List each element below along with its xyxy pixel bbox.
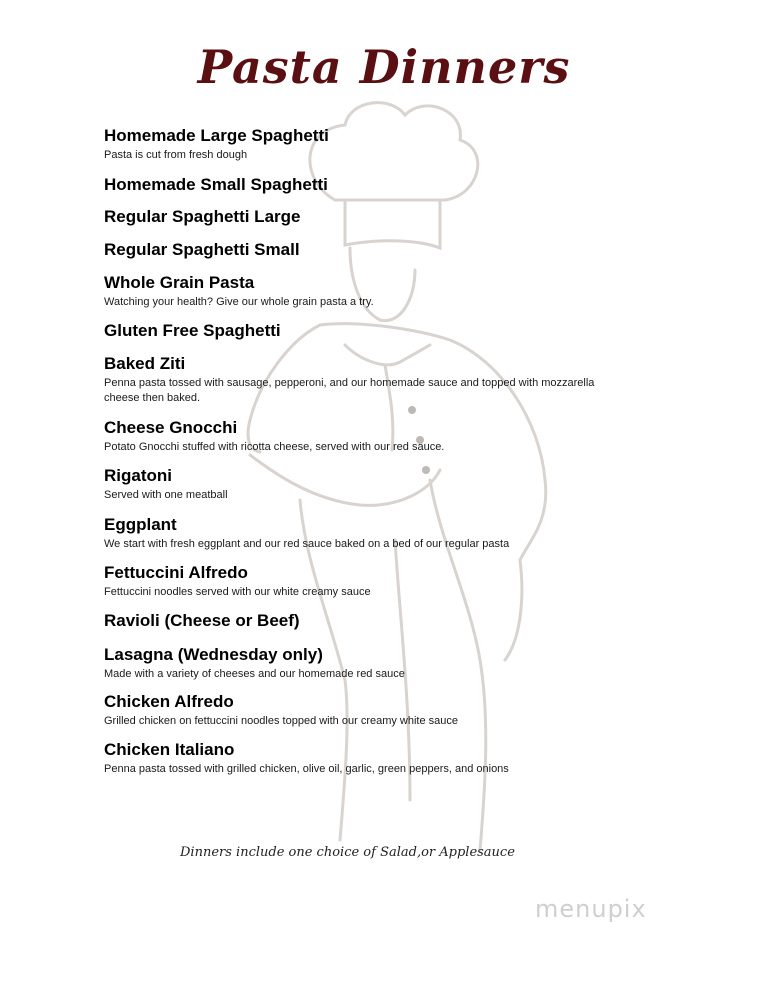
menu-item-name: Homemade Large Spaghetti xyxy=(104,126,329,145)
menu-item-name: Whole Grain Pasta xyxy=(104,273,255,292)
page-title: Pasta Dinners xyxy=(197,40,571,94)
menu-item xyxy=(104,175,328,195)
menu-item-name: Rigatoni xyxy=(104,466,172,485)
menu-item-description: Pasta is cut from fresh dough xyxy=(104,149,248,161)
menu-item xyxy=(104,207,300,227)
menu-item xyxy=(104,321,281,341)
menu-item-name: Eggplant xyxy=(104,515,177,534)
menu-item xyxy=(104,240,300,260)
menu-item-name: Regular Spaghetti Small xyxy=(104,240,300,259)
menu-item-description: We start with fresh eggplant and our red sauce baked on a bed of our regular pasta xyxy=(104,538,510,550)
menu-item-name: Fettuccini Alfredo xyxy=(104,563,248,582)
menu-item-name: Gluten Free Spaghetti xyxy=(104,321,281,340)
dinner-includes-note: Dinners include one choice of Salad,or Applesauce xyxy=(180,845,515,860)
menu-item-name: Homemade Small Spaghetti xyxy=(104,175,328,194)
menu-item-name: Baked Ziti xyxy=(104,354,186,373)
menu-item-name: Lasagna (Wednesday only) xyxy=(104,645,323,664)
watermark: menupix xyxy=(535,895,647,923)
menu-item xyxy=(104,418,624,455)
menu-item xyxy=(104,563,624,600)
menu-item xyxy=(104,515,624,552)
menu-item-description: Potato Gnocchi stuffed with ricotta cheese, served with our red sauce. xyxy=(104,441,445,453)
menu-item xyxy=(104,273,624,310)
menu-item-description: Served with one meatball xyxy=(104,489,228,501)
menu-item-description: Penna pasta tossed with grilled chicken, olive oil, garlic, green peppers, and onions xyxy=(104,763,509,775)
menu-item xyxy=(104,466,624,503)
menu-item-name: Cheese Gnocchi xyxy=(104,418,238,437)
menu-item-description: Penna pasta tossed with sausage, pepperoni, and our homemade sauce and topped with mozzarella cheese then baked. xyxy=(104,377,595,404)
menu-item-name: Chicken Alfredo xyxy=(104,692,234,711)
menu-item-description: Made with a variety of cheeses and our homemade red sauce xyxy=(104,668,405,680)
menu-item-description: Fettuccini noodles served with our white creamy sauce xyxy=(104,586,371,598)
menu-item xyxy=(104,645,624,682)
menu-item-description: Watching your health? Give our whole grain pasta a try. xyxy=(104,296,374,308)
menu-item-name: Ravioli (Cheese or Beef) xyxy=(104,611,300,630)
menu-item xyxy=(104,692,624,729)
menu-item-name: Chicken Italiano xyxy=(104,740,235,759)
menu-item xyxy=(104,354,624,406)
menu-item xyxy=(104,126,624,163)
menu-item xyxy=(104,611,300,631)
menu-item-name: Regular Spaghetti Large xyxy=(104,207,301,226)
menu-item-description: Grilled chicken on fettuccini noodles topped with our creamy white sauce xyxy=(104,715,459,727)
menu-item xyxy=(104,740,624,777)
